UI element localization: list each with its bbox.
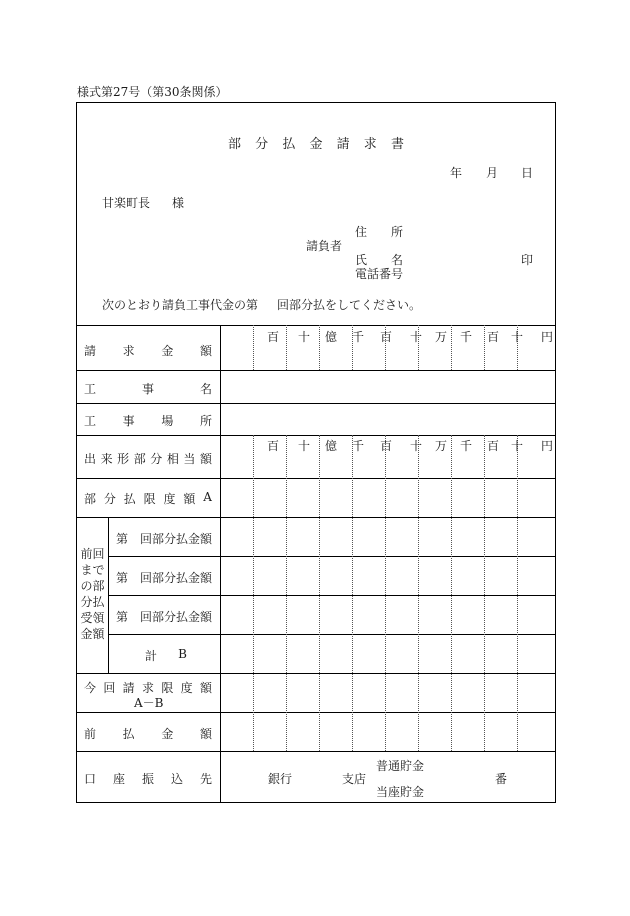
bank-transfer-label: 口 座 振 込 先: [84, 772, 212, 786]
unit-label: 十: [410, 330, 423, 344]
previous-payments-group-label: 前回 までの部 分払 受領 金額: [80, 547, 105, 641]
limit-a-label: 部 分 払 限 度 額 A: [84, 490, 212, 506]
digit-separator: [319, 435, 320, 751]
digit-separator: [319, 325, 320, 370]
digit-separator: [517, 435, 518, 751]
form-title: 部 分 払 金 請 求 書: [228, 137, 404, 152]
unit-label: 千: [352, 439, 365, 453]
bank-label: 銀行: [268, 772, 293, 786]
work-name-label: 工 事 名: [84, 382, 212, 396]
progress-amount-label: 出 来 形 部 分 相 当 額: [84, 452, 212, 466]
previous-payment-3-label: 第 回部分払金額: [116, 610, 213, 624]
current-limit-label: 今 回 請 求 限 度 額: [84, 681, 212, 695]
unit-label: 億: [325, 439, 338, 453]
unit-label: 千: [460, 330, 473, 344]
account-number-label: 番: [495, 772, 508, 786]
unit-label: 千: [460, 439, 473, 453]
digit-separator: [286, 435, 287, 751]
digit-separator: [286, 325, 287, 370]
form-number: 様式第27号（第30条関係）: [77, 85, 228, 99]
date-month: 月: [486, 166, 499, 180]
unit-label: 円: [541, 330, 554, 344]
rule-7: [108, 595, 556, 596]
unit-label: 百: [380, 330, 393, 344]
date-year: 年: [450, 166, 463, 180]
rule-2: [76, 403, 556, 404]
address-label: 住 所: [355, 225, 403, 239]
date-day: 日: [521, 166, 534, 180]
unit-label: 万: [435, 439, 448, 453]
total-b-label: 計 B: [145, 647, 187, 663]
previous-payment-1-label: 第 回部分払金額: [116, 532, 213, 546]
digit-separator: [451, 435, 452, 751]
rule-1: [76, 370, 556, 371]
phone-label: 電話番号: [355, 267, 404, 281]
contractor-label: 請負者: [306, 239, 343, 253]
digit-separator: [484, 435, 485, 751]
digit-separator: [352, 435, 353, 751]
digit-separator: [484, 325, 485, 370]
unit-label: 千: [352, 330, 365, 344]
digit-separator: [451, 325, 452, 370]
unit-label: 十: [410, 439, 423, 453]
current-limit-formula: A－B: [134, 696, 164, 710]
unit-label: 十: [298, 439, 311, 453]
checking-account-label: 当座貯金: [376, 785, 425, 799]
unit-label: 十: [298, 330, 311, 344]
unit-label: 百: [267, 330, 280, 344]
unit-label: 十: [511, 439, 524, 453]
rule-11: [76, 751, 556, 752]
addressee-name: 甘楽町長: [102, 196, 151, 210]
unit-label: 円: [541, 439, 554, 453]
unit-label: 億: [325, 330, 338, 344]
label-column-divider: [220, 325, 221, 802]
unit-label: 万: [435, 330, 448, 344]
work-site-label: 工 事 場 所: [84, 414, 212, 428]
digit-separator: [418, 435, 419, 751]
group-column-divider: [108, 517, 109, 673]
statement-prefix: 次のとおり請負工事代金の第: [102, 298, 259, 312]
digit-separator: [253, 325, 254, 370]
unit-label: 十: [511, 330, 524, 344]
rule-6: [108, 556, 556, 557]
unit-label: 百: [487, 330, 500, 344]
previous-payment-2-label: 第 回部分払金額: [116, 571, 213, 585]
statement-suffix: 回部分払をしてください。: [277, 298, 422, 312]
digit-separator: [253, 435, 254, 751]
name-label: 氏 名: [355, 253, 403, 267]
unit-label: 百: [380, 439, 393, 453]
rule-8: [108, 634, 556, 635]
seal-mark: 印: [521, 253, 534, 267]
unit-label: 百: [267, 439, 280, 453]
unit-label: 百: [487, 439, 500, 453]
savings-account-label: 普通貯金: [376, 759, 425, 773]
claim-amount-label: 請 求 金 額: [84, 344, 212, 358]
advance-payment-label: 前 払 金 額: [84, 727, 212, 741]
branch-label: 支店: [342, 772, 367, 786]
digit-separator: [385, 435, 386, 751]
addressee-honorific: 様: [172, 196, 185, 210]
